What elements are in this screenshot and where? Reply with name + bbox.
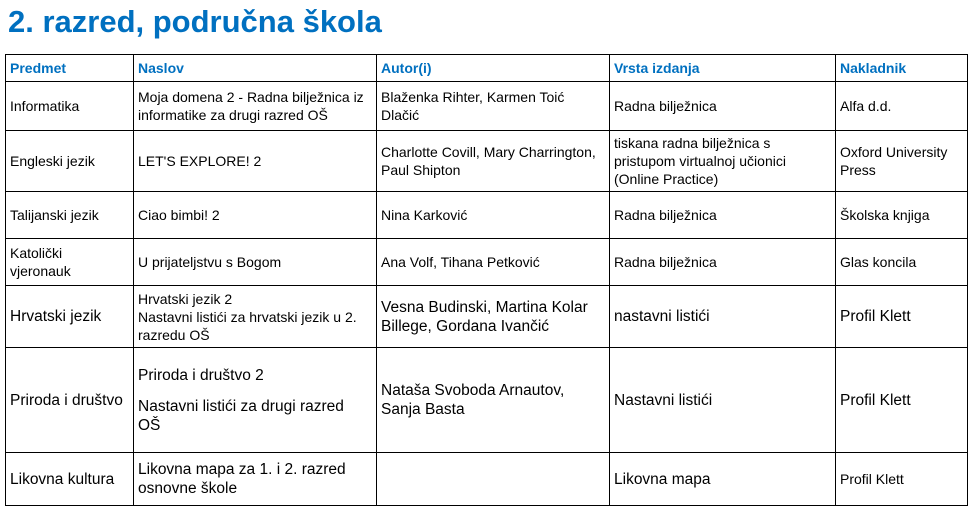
cell-vrsta-izdanja: Radna bilježnica: [610, 82, 836, 131]
cell-vrsta-izdanja: Radna bilježnica: [610, 239, 836, 286]
cell-vrsta-izdanja: Likovna mapa: [610, 453, 836, 506]
vrsta-line: tiskana radna bilježnica s: [614, 135, 771, 151]
vrsta-line: (Online Practice): [614, 171, 719, 187]
naslov-line: Nastavni listići za hrvatski jezik u 2.: [138, 308, 357, 325]
page-title: 2. razred, područna škola: [8, 4, 382, 39]
cell-autori: [377, 192, 610, 239]
autori-line: Vesna Budinski, Martina Kolar: [381, 298, 588, 316]
cell-nakladnik: Alfa d.d.: [836, 82, 968, 131]
cell-nakladnik: Školska knjiga: [836, 192, 968, 239]
predmet-line: vjeronauk: [10, 263, 71, 279]
cell-naslov: [134, 192, 377, 239]
cell-predmet: Talijanski jezik: [6, 192, 134, 239]
cell-naslov: [134, 453, 377, 506]
cell-nakladnik: [836, 131, 968, 192]
header-vrsta-izdanja: Vrsta izdanja: [610, 55, 836, 82]
cell-naslov: [134, 239, 377, 286]
cell-vrsta-izdanja: [610, 131, 836, 192]
naslov-line: U prijateljstvu s Bogom: [138, 254, 282, 270]
naslov-line: informatike za drugi razred OŠ: [138, 107, 328, 123]
cell-naslov: [134, 82, 377, 131]
naslov-line: Likovna mapa za 1. i 2. razred: [138, 461, 346, 478]
autori-line: Paul Shipton: [381, 162, 461, 178]
autori-line: Ana Volf, Tihana Petković: [381, 254, 540, 270]
vrsta-line: pristupom virtualnoj učionici: [614, 153, 786, 169]
cell-autori: [377, 453, 610, 506]
cell-predmet: Hrvatski jezik: [6, 286, 134, 348]
cell-nakladnik: Profil Klett: [836, 286, 968, 348]
table-row: [6, 192, 968, 239]
naslov-line: Nastavni listići za drugi razred: [138, 397, 344, 415]
header-nakladnik: Nakladnik: [836, 55, 968, 82]
cell-vrsta-izdanja: Nastavni listići: [610, 348, 836, 453]
naslov-title: Hrvatski jezik 2: [138, 290, 233, 307]
naslov-line: Moja domena 2 - Radna bilježnica iz: [138, 89, 364, 105]
textbook-table: [5, 54, 968, 506]
autori-line: Billege, Gordana Ivančić: [381, 317, 550, 335]
header-predmet: Predmet: [6, 55, 134, 82]
table-row: [6, 82, 968, 131]
cell-vrsta-izdanja: Radna bilježnica: [610, 192, 836, 239]
cell-vrsta-izdanja: nastavni listići: [610, 286, 836, 348]
autori-line: Nataša Svoboda Arnautov,: [381, 382, 565, 399]
cell-autori: [377, 239, 610, 286]
spacer: [138, 385, 372, 397]
naslov-line: osnovne škole: [138, 480, 238, 497]
cell-autori: [377, 82, 610, 131]
cell-nakladnik: Profil Klett: [836, 348, 968, 453]
naslov-line: LET'S EXPLORE! 2: [138, 153, 262, 169]
cell-predmet: Engleski jezik: [6, 131, 134, 192]
cell-nakladnik: Profil Klett: [836, 453, 968, 506]
cell-naslov: [134, 286, 377, 348]
table-header-row: [6, 55, 968, 82]
cell-autori: [377, 131, 610, 192]
predmet-line: Katolički: [10, 245, 63, 261]
cell-nakladnik: Glas koncila: [836, 239, 968, 286]
nakladnik-line: Oxford University: [840, 144, 948, 160]
nakladnik-line: Press: [840, 162, 876, 178]
naslov-line: razredu OŠ: [138, 326, 210, 343]
cell-naslov: [134, 348, 377, 453]
cell-predmet: Informatika: [6, 82, 134, 131]
header-naslov: Naslov: [134, 55, 377, 82]
table-row: [6, 286, 968, 348]
autori-line: Nina Karković: [381, 207, 468, 223]
autori-line: Sanja Basta: [381, 401, 465, 418]
naslov-line: Ciao bimbi! 2: [138, 207, 220, 223]
table-row: [6, 348, 968, 453]
cell-predmet: Likovna kultura: [6, 453, 134, 506]
cell-autori: [377, 286, 610, 348]
autori-line: Charlotte Covill, Mary Charrington,: [381, 144, 596, 160]
cell-predmet: [6, 239, 134, 286]
table-row: [6, 239, 968, 286]
cell-naslov: [134, 131, 377, 192]
cell-predmet: Priroda i društvo: [6, 348, 134, 453]
table-row: [6, 131, 968, 192]
autori-line: Dlačić: [381, 107, 420, 123]
table-row: [6, 453, 968, 506]
header-autori: Autor(i): [377, 55, 610, 82]
autori-line: Blaženka Rihter, Karmen Toić: [381, 89, 565, 105]
cell-autori: [377, 348, 610, 453]
naslov-title: Priroda i društvo 2: [138, 366, 264, 384]
naslov-line: OŠ: [138, 416, 161, 434]
